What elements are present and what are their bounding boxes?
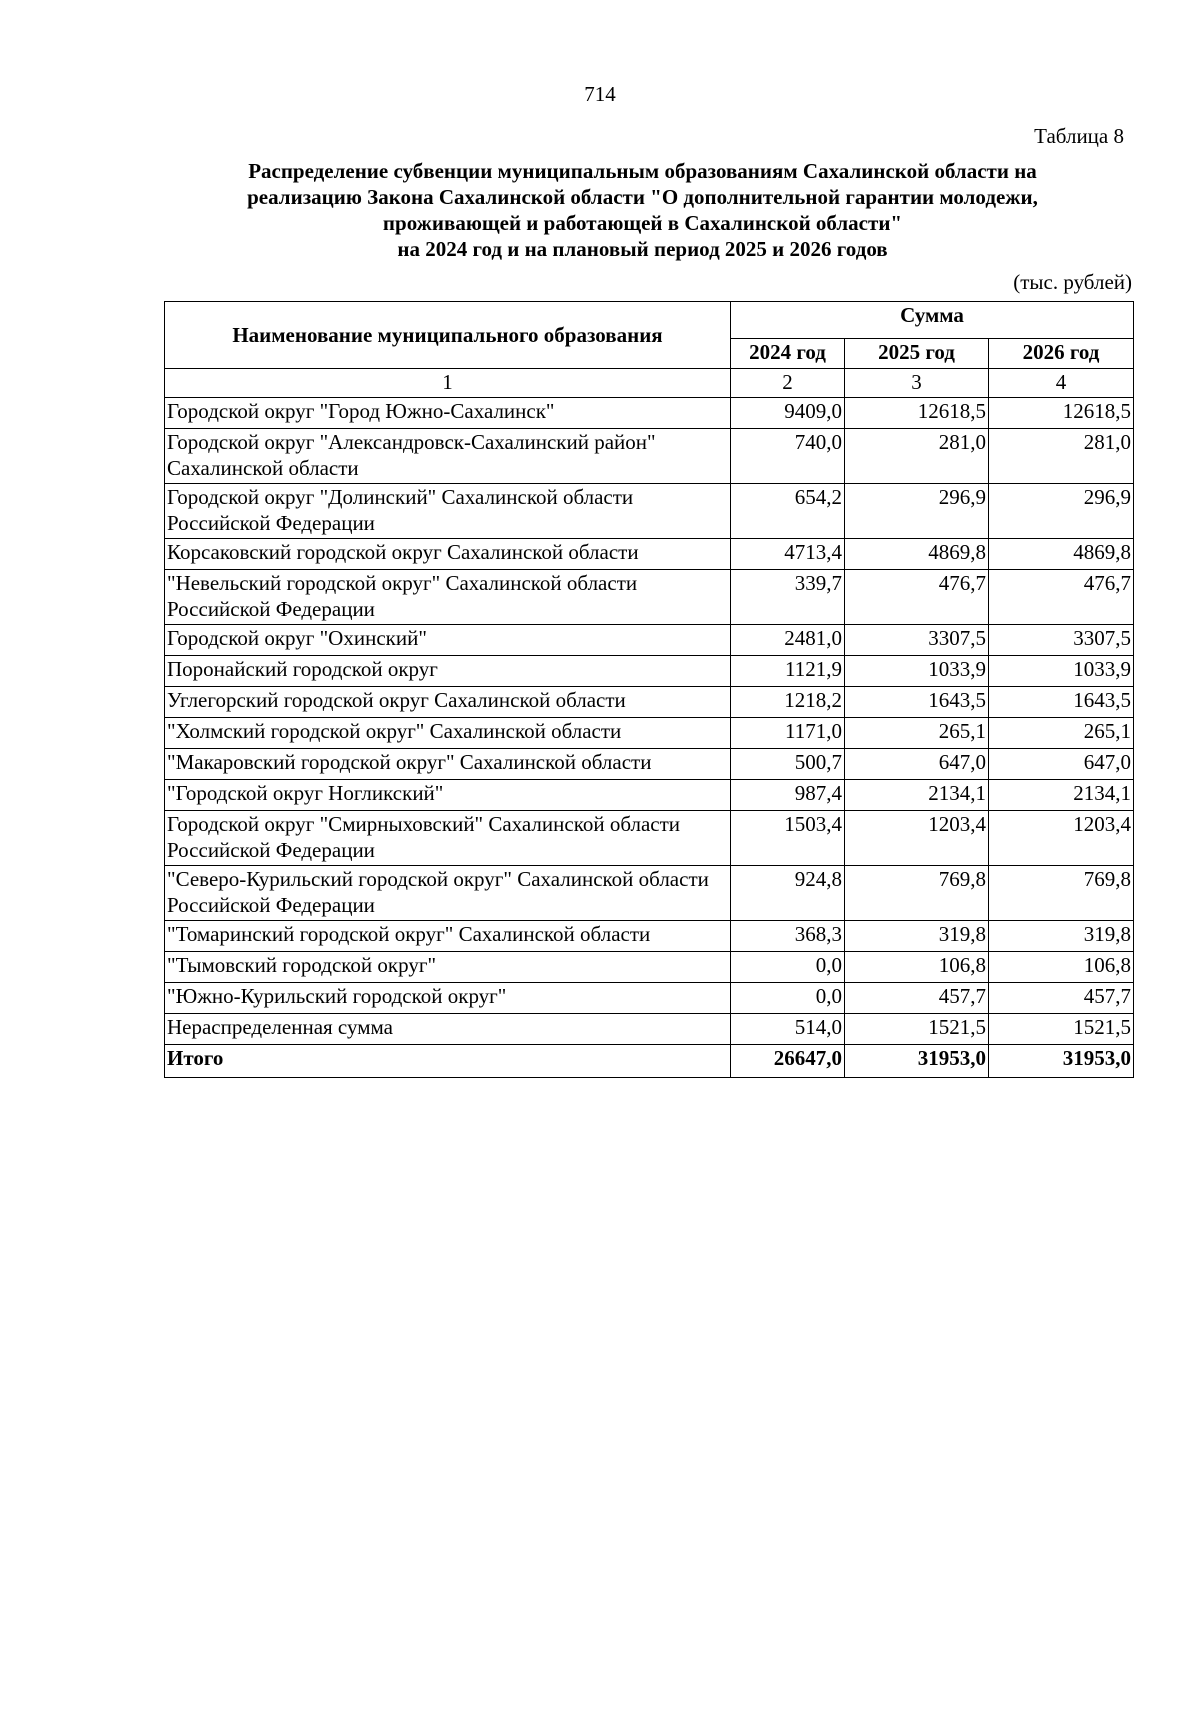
municipality-name: Городской округ "Охинский": [165, 625, 731, 656]
value-2024: 368,3: [731, 921, 845, 952]
value-2026: 1033,9: [989, 656, 1134, 687]
value-2024: 924,8: [731, 866, 845, 921]
column-number: 1: [165, 369, 731, 398]
title-line: проживающей и работающей в Сахалинской области": [382, 211, 903, 235]
municipality-name: Нераспределенная сумма: [165, 1014, 731, 1045]
subvention-table: [164, 301, 1134, 1078]
value-2025: 1521,5: [845, 1014, 989, 1045]
document-title: [150, 158, 1135, 262]
municipality-name: "Томаринский городской округ" Сахалинской области: [165, 921, 731, 952]
value-2024: 500,7: [731, 749, 845, 780]
value-2026: 296,9: [989, 484, 1134, 539]
total-2024: 26647,0: [731, 1045, 845, 1078]
page-number: 714: [584, 82, 616, 106]
value-2025: 106,8: [845, 952, 989, 983]
table-row: [165, 429, 1134, 484]
value-2024: 654,2: [731, 484, 845, 539]
header-year-2025: 2025 год: [845, 338, 989, 368]
value-2026: 457,7: [989, 983, 1134, 1014]
municipality-name: "Южно-Курильский городской округ": [165, 983, 731, 1014]
value-2026: 319,8: [989, 921, 1134, 952]
table-row: [165, 398, 1134, 429]
value-2025: 12618,5: [845, 398, 989, 429]
municipality-name: Городской округ "Город Южно-Сахалинск": [165, 398, 731, 429]
value-2026: 1203,4: [989, 811, 1134, 866]
value-2024: 740,0: [731, 429, 845, 484]
value-2024: 4713,4: [731, 539, 845, 570]
value-2025: 476,7: [845, 570, 989, 625]
title-line: реализацию Закона Сахалинской области "О дополнительной гарантии молодежи,: [247, 185, 1038, 209]
value-2026: 265,1: [989, 718, 1134, 749]
value-2026: 281,0: [989, 429, 1134, 484]
value-2025: 319,8: [845, 921, 989, 952]
value-2025: 281,0: [845, 429, 989, 484]
municipality-name: "Городской округ Ногликский": [165, 780, 731, 811]
value-2026: 4869,8: [989, 539, 1134, 570]
municipality-name: "Невельский городской округ" Сахалинской области Российской Федерации: [165, 570, 731, 625]
value-2026: 647,0: [989, 749, 1134, 780]
table-row: [165, 811, 1134, 866]
value-2026: 106,8: [989, 952, 1134, 983]
column-number: 4: [989, 369, 1134, 398]
municipality-name: Углегорский городской округ Сахалинской области: [165, 687, 731, 718]
header-year-2024: 2024 год: [731, 338, 845, 368]
column-number: 2: [731, 369, 845, 398]
header-sum: Сумма: [731, 302, 1134, 339]
value-2024: 1121,9: [731, 656, 845, 687]
value-2024: 1171,0: [731, 718, 845, 749]
value-2025: 1203,4: [845, 811, 989, 866]
total-2025: 31953,0: [845, 1045, 989, 1078]
value-2024: 0,0: [731, 952, 845, 983]
value-2024: 9409,0: [731, 398, 845, 429]
column-number: 3: [845, 369, 989, 398]
value-2025: 3307,5: [845, 625, 989, 656]
value-2026: 769,8: [989, 866, 1134, 921]
value-2025: 647,0: [845, 749, 989, 780]
value-2024: 2481,0: [731, 625, 845, 656]
municipality-name: "Холмский городской округ" Сахалинской области: [165, 718, 731, 749]
value-2026: 3307,5: [989, 625, 1134, 656]
table-row: [165, 539, 1134, 570]
table-row: [165, 656, 1134, 687]
municipality-name: Городской округ "Смирныховский" Сахалинской области Российской Федерации: [165, 811, 731, 866]
value-2024: 1218,2: [731, 687, 845, 718]
title-line: на 2024 год и на плановый период 2025 и 2026 годов: [397, 237, 888, 261]
value-2024: 987,4: [731, 780, 845, 811]
total-2026: 31953,0: [989, 1045, 1134, 1078]
value-2026: 12618,5: [989, 398, 1134, 429]
municipality-name: Корсаковский городской округ Сахалинской области: [165, 539, 731, 570]
table-row: [165, 718, 1134, 749]
municipality-name: "Северо-Курильский городской округ" Сахалинской области Российской Федерации: [165, 866, 731, 921]
value-2025: 296,9: [845, 484, 989, 539]
units-label: (тыс. рублей): [1013, 270, 1132, 294]
total-row: [165, 1045, 1134, 1078]
value-2024: 0,0: [731, 983, 845, 1014]
table-label: Таблица 8: [1034, 124, 1124, 148]
value-2024: 1503,4: [731, 811, 845, 866]
table-row: [165, 921, 1134, 952]
table-row: [165, 1014, 1134, 1045]
municipality-name: "Макаровский городской округ" Сахалинской области: [165, 749, 731, 780]
title-line: Распределение субвенции муниципальным образованиям Сахалинской области на: [248, 159, 1037, 183]
table-row: [165, 983, 1134, 1014]
value-2025: 2134,1: [845, 780, 989, 811]
table-row: [165, 952, 1134, 983]
table-row: [165, 780, 1134, 811]
total-label: Итого: [165, 1045, 731, 1078]
value-2026: 1521,5: [989, 1014, 1134, 1045]
value-2026: 2134,1: [989, 780, 1134, 811]
table-row: [165, 625, 1134, 656]
header-name: Наименование муниципального образования: [165, 302, 731, 369]
value-2025: 4869,8: [845, 539, 989, 570]
value-2026: 1643,5: [989, 687, 1134, 718]
value-2025: 769,8: [845, 866, 989, 921]
table-row: [165, 687, 1134, 718]
header-year-2026: 2026 год: [989, 338, 1134, 368]
value-2026: 476,7: [989, 570, 1134, 625]
table-body: [165, 398, 1134, 1078]
value-2024: 514,0: [731, 1014, 845, 1045]
table-row: [165, 866, 1134, 921]
municipality-name: Городской округ "Александровск-Сахалинский район" Сахалинской области: [165, 429, 731, 484]
table-row: [165, 749, 1134, 780]
table-row: [165, 570, 1134, 625]
value-2025: 457,7: [845, 983, 989, 1014]
table-row: [165, 484, 1134, 539]
municipality-name: Поронайский городской округ: [165, 656, 731, 687]
value-2025: 1033,9: [845, 656, 989, 687]
municipality-name: "Тымовский городской округ": [165, 952, 731, 983]
value-2024: 339,7: [731, 570, 845, 625]
municipality-name: Городской округ "Долинский" Сахалинской области Российской Федерации: [165, 484, 731, 539]
value-2025: 1643,5: [845, 687, 989, 718]
value-2025: 265,1: [845, 718, 989, 749]
